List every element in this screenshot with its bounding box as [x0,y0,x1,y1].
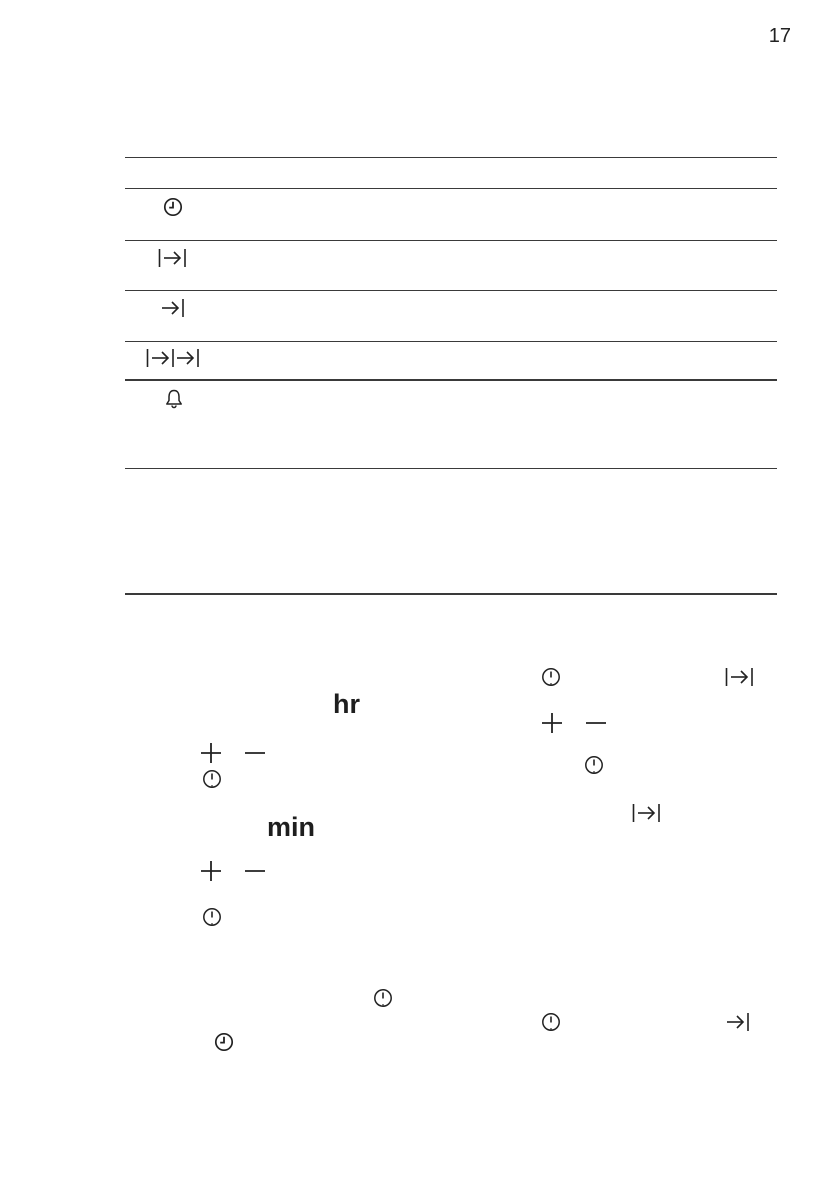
plus-icon [541,712,563,734]
minus-icon [244,742,266,764]
end-icon [160,298,186,318]
clock-button-icon [541,1012,561,1032]
hours-display-label: hr [333,689,360,719]
table-row-rule [125,468,777,469]
clock-button-icon [373,988,393,1008]
plus-icon [200,860,222,882]
table-header-rule [125,157,777,158]
time-delay-icon [146,348,202,368]
minus-icon [244,860,266,882]
bell-icon [164,389,184,409]
clock-button-icon [202,907,222,927]
clock-button-icon [541,667,561,687]
page-number: 17 [768,25,791,47]
table-row-rule [125,290,777,291]
plus-icon [200,742,222,764]
duration-icon [632,803,662,823]
minus-icon [585,712,607,734]
table-row-rule [125,379,777,381]
table-bottom-rule [125,593,777,595]
duration-icon [725,667,755,687]
table-row-rule [125,240,777,241]
table-row-rule [125,341,777,342]
end-icon [725,1012,751,1032]
clock-button-icon [584,755,604,775]
table-row-rule [125,188,777,189]
minutes-display-label: min [267,812,316,842]
duration-icon [158,248,188,268]
clock-icon [214,1032,234,1052]
clock-icon [163,197,183,217]
clock-button-icon [202,769,222,789]
